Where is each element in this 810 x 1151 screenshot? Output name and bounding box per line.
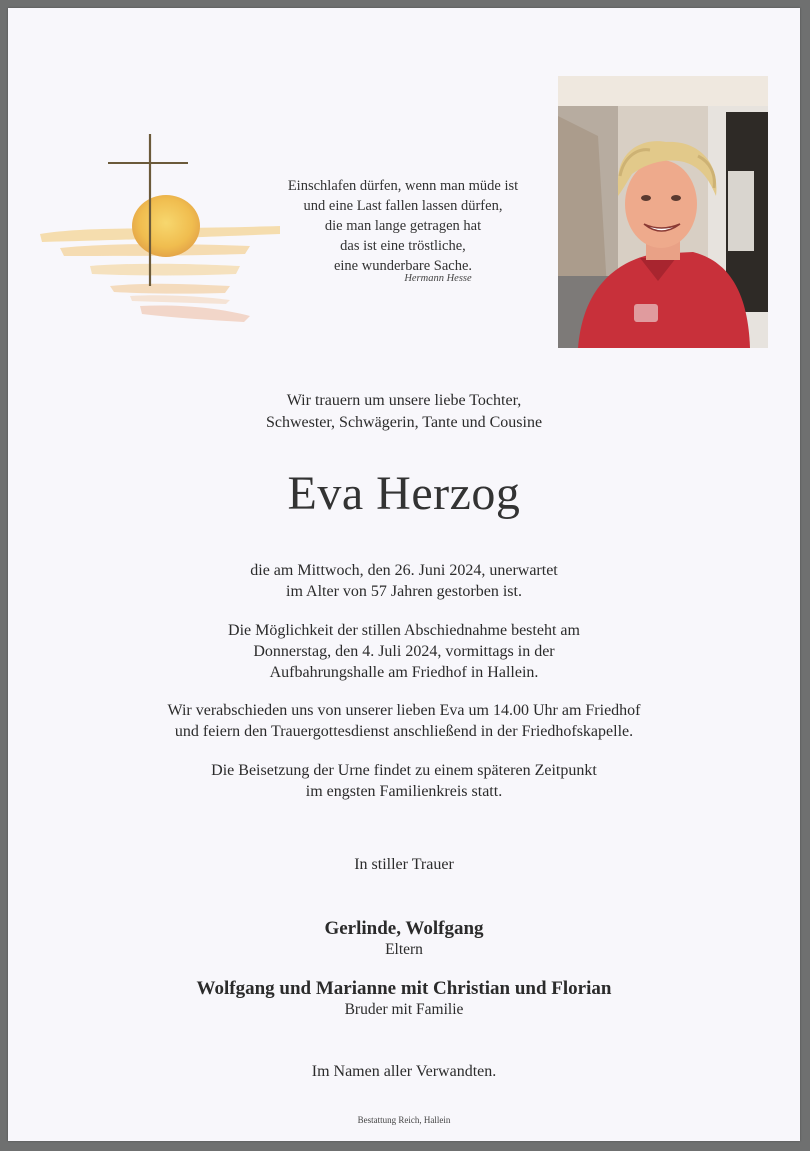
- paragraph-line: Donnerstag, den 4. Juli 2024, vormittags in der: [253, 643, 555, 660]
- portrait-photo: [558, 76, 768, 348]
- paragraph-line: und feiern den Trauergottesdienst anschließend in der Friedhofskapelle.: [174, 723, 634, 740]
- poem: [253, 176, 553, 276]
- poem-line: und eine Last fallen lassen dürfen,: [303, 198, 503, 214]
- paragraph-line: Wir verabschieden uns von unserer lieben Eva um 14.00 Uhr am Friedhof: [167, 702, 641, 719]
- intro-text: [8, 390, 800, 434]
- family-names: Wolfgang und Marianne mit Christian und Florian: [196, 978, 612, 999]
- paragraph-line: im engsten Familienkreis statt.: [305, 783, 503, 800]
- poem-line: eine wunderbare Sache.: [333, 258, 473, 274]
- family-role: Eltern: [385, 941, 423, 958]
- paragraph-line: Die Beisetzung der Urne findet zu einem späteren Zeitpunkt: [211, 762, 597, 779]
- death-notice-paragraph: [8, 560, 800, 602]
- poem-line: die man lange getragen hat: [324, 218, 482, 234]
- poem-line: Einschlafen dürfen, wenn man müde ist: [287, 178, 519, 194]
- closing-line: Im Namen aller Verwandten.: [311, 1063, 497, 1080]
- intro-line: Schwester, Schwägerin, Tante und Cousine: [265, 414, 543, 431]
- family-names: Gerlinde, Wolfgang: [324, 918, 484, 939]
- funeral-home-credit: Bestattung Reich, Hallein: [357, 1115, 451, 1125]
- cross-sunset-artwork: [30, 126, 290, 336]
- paragraph-line: Die Möglichkeit der stillen Abschiednahme besteht am: [228, 622, 580, 639]
- deceased-name: Eva Herzog: [287, 467, 521, 520]
- paragraph-line: Aufbahrungshalle am Friedhof in Hallein.: [269, 664, 539, 681]
- paragraph-line: im Alter von 57 Jahren gestorben ist.: [286, 583, 522, 600]
- poem-line: das ist eine tröstliche,: [340, 238, 466, 254]
- paragraph-line: die am Mittwoch, den 26. Juni 2024, unerwartet: [250, 562, 558, 579]
- intro-line: Wir trauern um unsere liebe Tochter,: [286, 392, 522, 409]
- urn-burial-paragraph: [8, 760, 800, 802]
- obituary-card: [8, 8, 800, 1141]
- farewell-viewing-paragraph: [8, 620, 800, 683]
- poem-author: Hermann Hesse: [404, 273, 472, 284]
- mourning-phrase: In stiller Trauer: [354, 856, 454, 873]
- family-role: Bruder mit Familie: [344, 1001, 464, 1018]
- funeral-service-paragraph: [8, 700, 800, 742]
